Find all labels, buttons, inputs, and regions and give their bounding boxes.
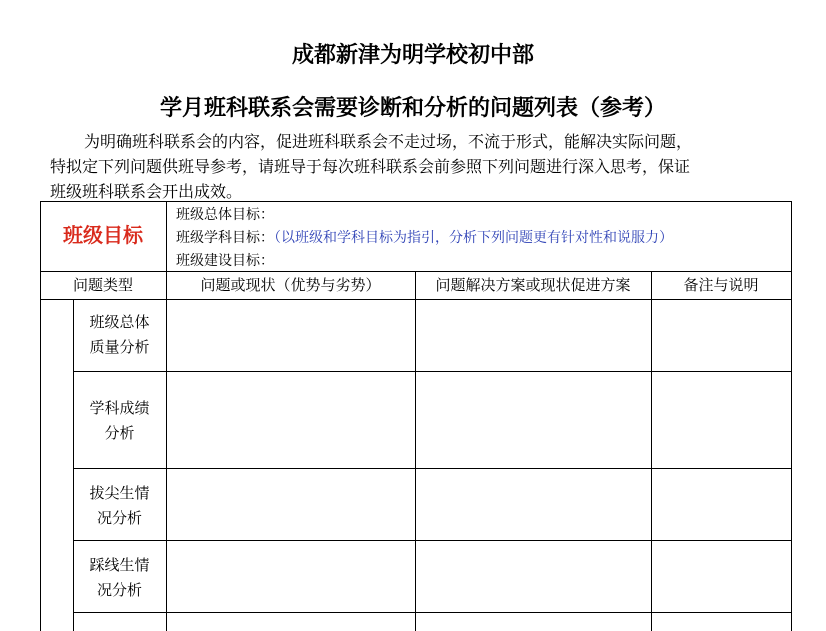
table-right-border <box>791 201 792 631</box>
construction-goal-label: 班级建设目标： <box>176 253 274 269</box>
form-title: 学月班科联系会需要诊断和分析的问题列表（参考） <box>159 96 666 121</box>
intro-paragraph <box>50 129 802 204</box>
row-2-bottom-border <box>73 468 792 469</box>
construction-goal-line <box>176 250 274 270</box>
header-problem-type: 问题类型 <box>72 276 133 294</box>
intro-line-3: 班级班科联系会开出成效。 <box>50 182 243 201</box>
column-divider-2 <box>415 271 416 631</box>
class-goal-label: 班级目标 <box>63 223 143 247</box>
header-remarks: 备注与说明 <box>683 276 759 294</box>
category-subject-scores-line-2: 分析 <box>104 424 135 442</box>
category-top-students-line-1: 拔尖生情 <box>89 484 150 502</box>
category-overall-quality-line-2: 质量分析 <box>89 338 150 356</box>
category-borderline-students-line-2: 况分析 <box>96 581 142 599</box>
intro-line-1: 为明确班科联系会的内容，促进班科联系会不走过场，不流于形式，能解决实际问题， <box>84 132 693 151</box>
category-top-students-line-2: 况分析 <box>96 509 142 527</box>
category-overall-quality-line-1: 班级总体 <box>89 313 150 331</box>
subject-goal-label: 班级学科目标： <box>176 230 274 246</box>
row-1-bottom-border <box>73 371 792 372</box>
subject-goal-hint: （以班级和学科目标为指引，分析下列问题更有针对性和说服力） <box>274 230 673 246</box>
overall-goal-label: 班级总体目标： <box>176 207 274 223</box>
column-divider-1 <box>166 271 167 631</box>
category-subject-scores <box>73 396 166 446</box>
header-bottom-border <box>40 299 792 300</box>
row-4-bottom-border <box>73 612 792 613</box>
overall-goal-line <box>176 204 274 224</box>
intro-line-2: 特拟定下列问题供班导参考，请班导于每次班科联系会前参照下列问题进行深入思考，保证 <box>50 157 691 176</box>
problem-table <box>40 201 792 631</box>
category-borderline-students <box>73 553 166 603</box>
category-borderline-students-line-1: 踩线生情 <box>89 556 150 574</box>
category-top-students <box>73 481 166 531</box>
subject-goal-line <box>176 227 673 247</box>
school-title: 成都新津为明学校初中部 <box>291 43 534 68</box>
category-overall-quality <box>73 310 166 360</box>
column-divider-3 <box>651 271 652 631</box>
table-top-border <box>40 201 792 202</box>
table-left-border <box>40 201 41 631</box>
goal-divider <box>166 201 167 271</box>
header-problem-status: 问题或现状（优势与劣势） <box>200 276 381 294</box>
header-solution: 问题解决方案或现状促进方案 <box>435 276 631 294</box>
category-subject-scores-line-1: 学科成绩 <box>89 399 150 417</box>
row-3-bottom-border <box>73 540 792 541</box>
